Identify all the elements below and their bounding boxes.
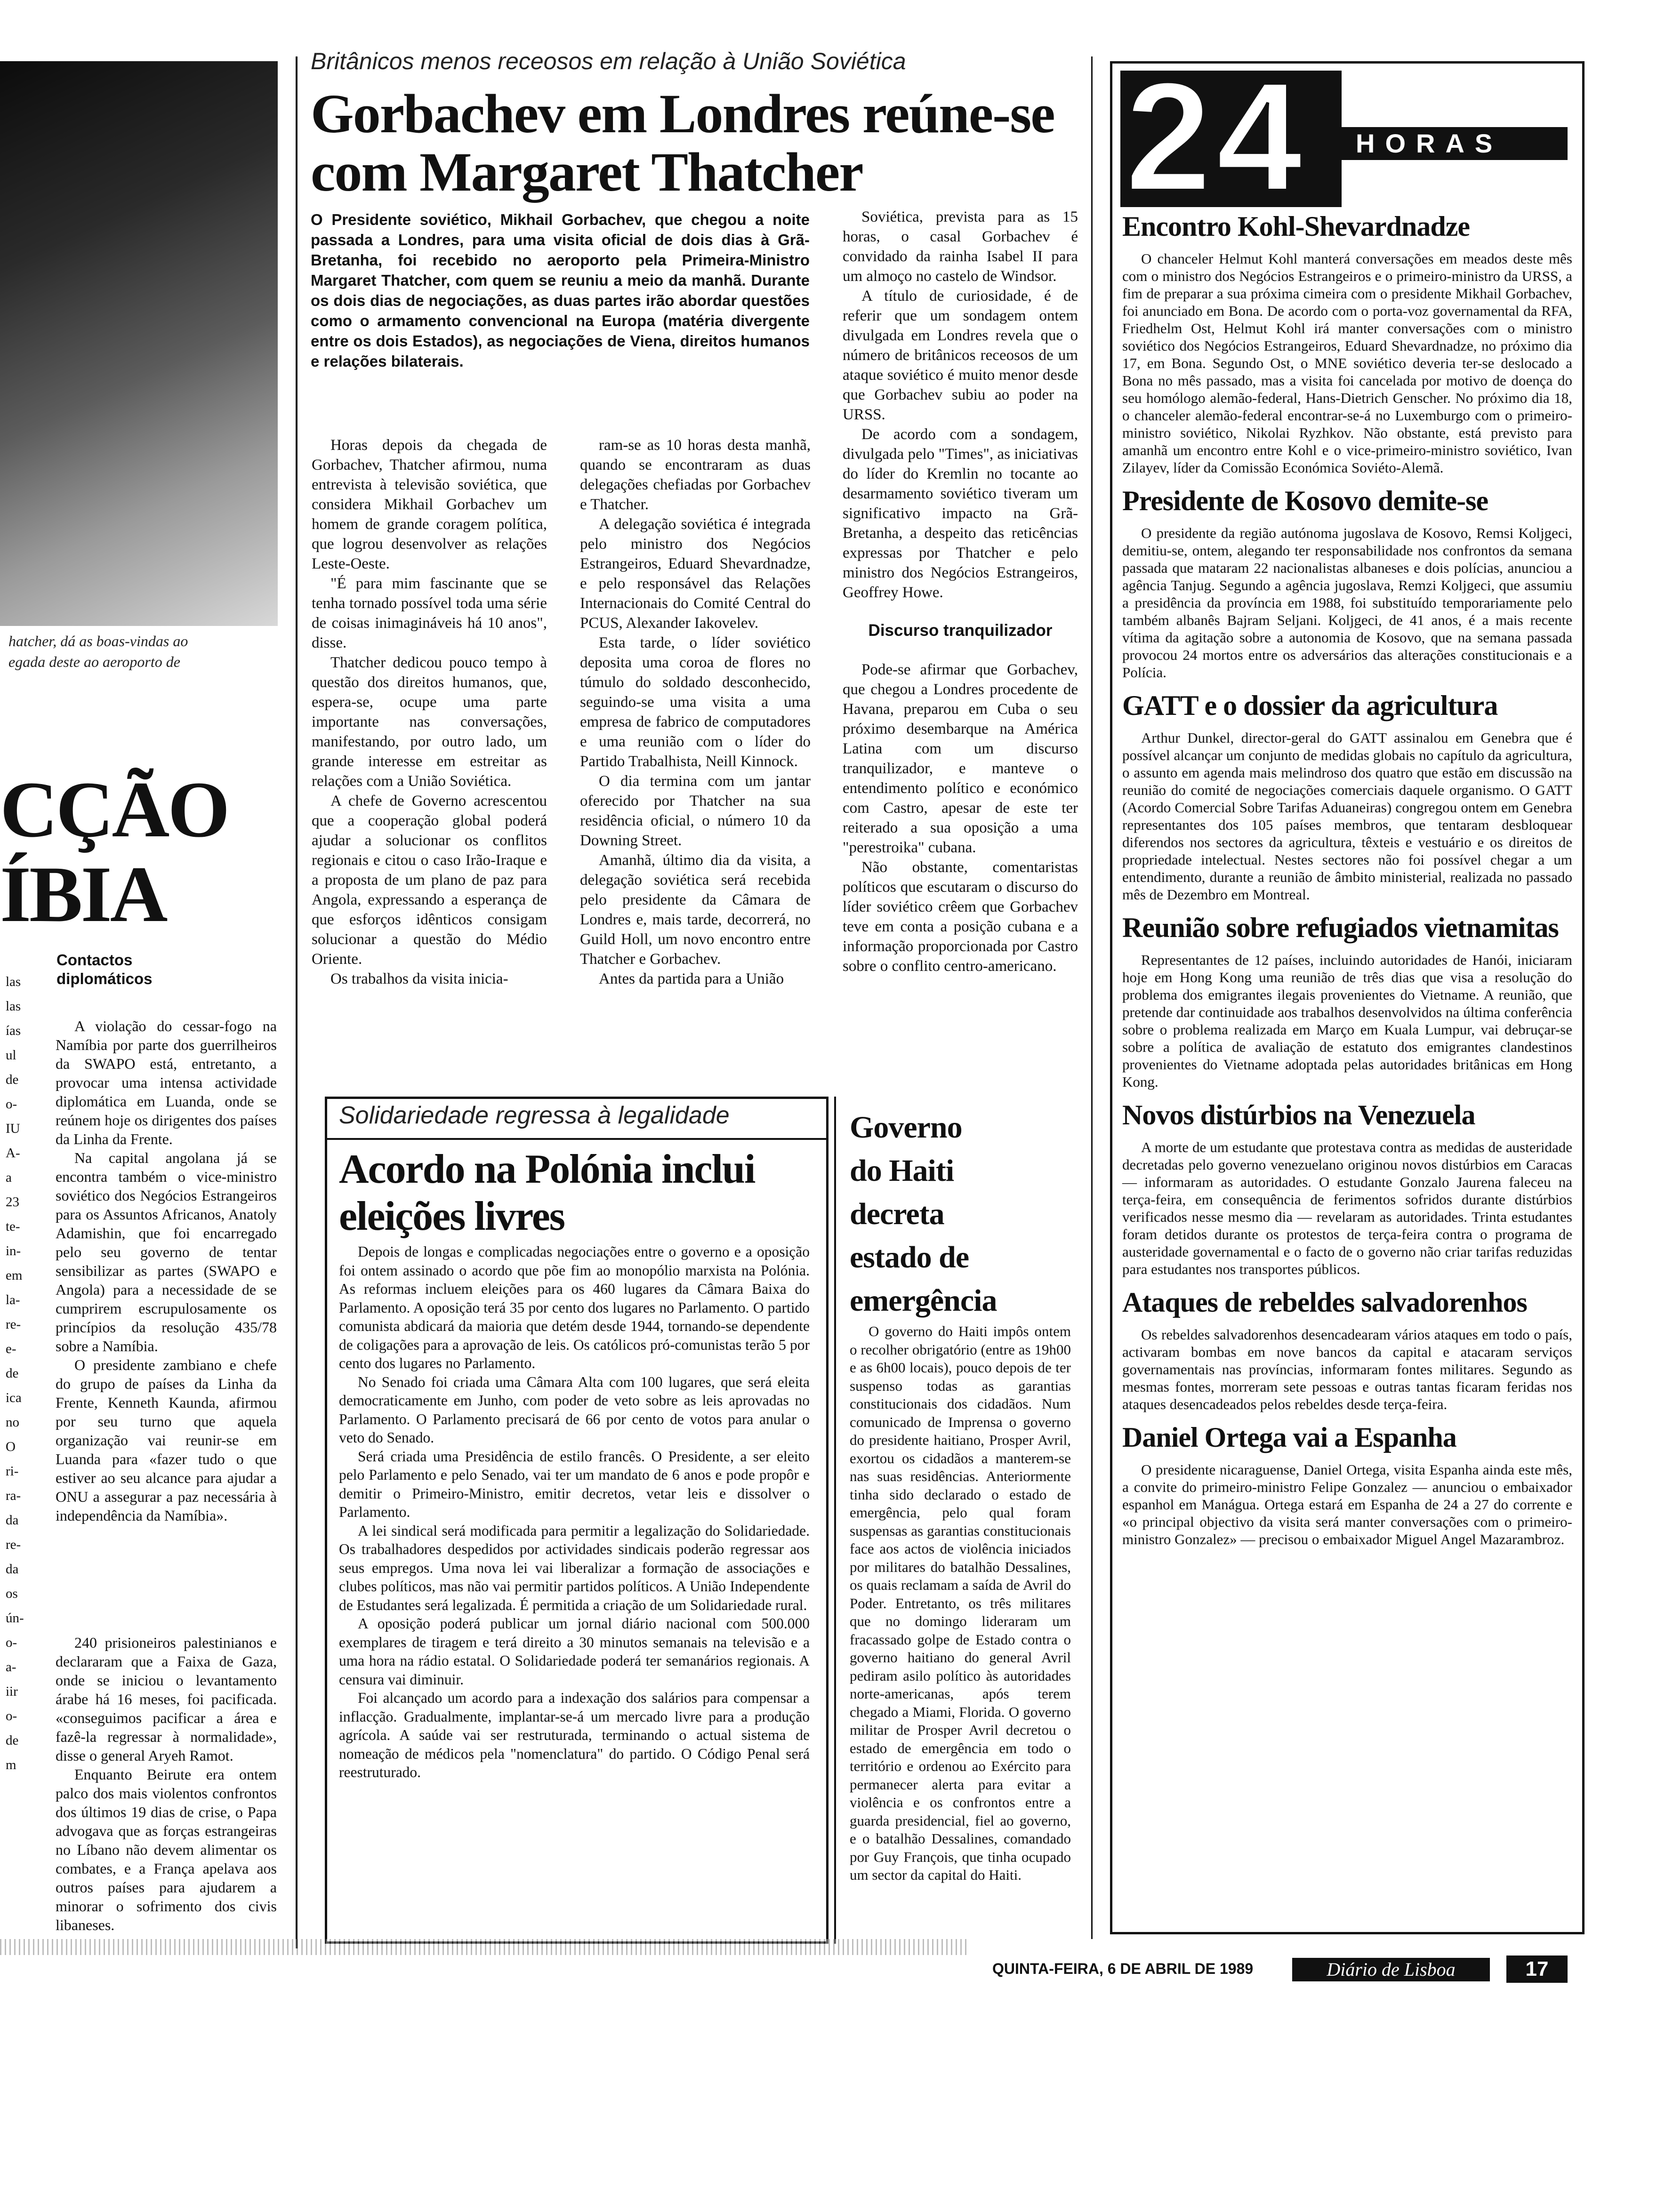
column-rule-left (296, 56, 298, 1948)
polonia-paragraph: A lei sindical será modificada para permitir a legalização do Solidariedade. Os trabalhadores despedidos por actividades sindicais poderão regressar aos seus empregos. Uma nova lei vai liberalizar a formação de associações e clubes políticos, mas não vai permitir partidos políticos. A União Independente de Estudantes será legalizada. É permitida a criação de um Solidariedade rural. (339, 1522, 810, 1613)
polonia-paragraphs (339, 1242, 810, 1782)
edge-word: ún- (6, 1611, 24, 1626)
gorbachev-paragraph: Os trabalhos da visita inicia- (330, 970, 508, 987)
edge-word: e- (6, 1341, 16, 1356)
middle-east-paragraph: Enquanto Beirute era ontem palco dos mais violentos confrontos dos últimos 19 dias de crise, o Papa advogava que as forças estrangeiras no Líbano não devem alimentar os combates, e a França apelava aos outros países para ajudarem a minorar o sofrimento dos civis libaneses. (56, 1766, 277, 1933)
gorbachev-subhead: Discurso tranquilizador (868, 621, 1053, 640)
footer-page-number: 17 (1506, 1956, 1568, 1983)
gorbachev-headline (311, 85, 1111, 201)
horas24-item (1122, 209, 1572, 476)
horas24-item-title: Daniel Ortega vai a Espanha (1122, 1422, 1456, 1453)
gorbachev-paragraph: Horas depois da chegada de Gorbachev, Thatcher afirmou, numa entrevista à televisão soviética, que considera Mikhail Gorbachev um homem de grande coragem política, que logrou desenvolver as relações Leste-Oeste. (312, 437, 547, 572)
namibia-paragraph: O presidente zambiano e chefe do grupo de países da Linha da Frente, Kenneth Kaunda, afirmou por seu turno que aquela organização vai reunir-se em Luanda para «fazer tudo o que estiver ao seu alcance para ajudar a ONU a assegurar a paz necessária à independência da Namíbia». (56, 1356, 277, 1524)
gorbachev-column-3 (843, 207, 1078, 976)
namibia-headline-line2: ÍBIA (0, 850, 166, 938)
edge-word: m (6, 1757, 16, 1772)
namibia-subhead: Contactos diplomáticos (56, 951, 153, 987)
gorbachev-column-1-paragraphs (312, 435, 547, 989)
edge-word: A- (6, 1146, 20, 1161)
edge-word: IU (6, 1121, 20, 1136)
edge-word: da (6, 1562, 19, 1577)
horas24-item-text (1122, 729, 1572, 903)
haiti-headline-line: decreta (850, 1197, 944, 1231)
horas24-item-title: Reunião sobre refugiados vietnamitas (1122, 912, 1559, 943)
gorbachev-column-2 (580, 435, 811, 989)
edge-word: de (6, 1072, 19, 1087)
edge-word: a- (6, 1659, 16, 1675)
gorbachev-column-2-paragraphs (580, 435, 811, 989)
column-rule-haiti-left (834, 1097, 836, 1944)
haiti-column (850, 1322, 1071, 1884)
polonia-paragraph: Depois de longas e complicadas negociações entre o governo e a oposição foi ontem assinado o acordo que põe fim ao monopólio marxista na Polónia. As reformas incluem eleições para os 460 lugares da Câmara Baixa do Parlamento. A oposição terá 35 por cento dos lugares no Parlamento. O partido comunista abdicará da maioria que detém desde 1944, tornando-se dependente de coligações para a aprovação de leis. Os católicos pró-comunistas terão 5 por cento dos lugares no Parlamento. (339, 1243, 810, 1371)
haiti-headline-lines (850, 1106, 1066, 1322)
gorbachev-headline-line2: com Margaret Thatcher (311, 141, 863, 203)
haiti-paragraphs (850, 1322, 1071, 1884)
polonia-kicker: Solidariedade regressa à legalidade (339, 1102, 730, 1129)
gorbachev-paragraph: Pode-se afirmar que Gorbachev, que chegou a Londres procedente de Havana, preparou em Cuba o seu próximo desembarque na América Latina com um discurso tranquilizador, e manteve o entendimento político e económico com Castro, apesar de este ter reiterado a sua oposição a uma "perestroika" cubana. (843, 661, 1078, 856)
edge-word: ul (6, 1048, 16, 1063)
horas24-item-text (1122, 250, 1572, 476)
edge-word: ías (6, 1023, 21, 1038)
horas24-item-paragraph: Os rebeldes salvadorenhos desencadearam vários ataques em todo o país, activaram bombas em nove bancos da capital e atacaram serviços governamentais nas províncias, informaram fontes militares. Segundo as mesmas fontes, morreram sete pessoas e outras tantas ficaram feridas nos ataques desencadeados pelos rebeldes desde terça-feira. (1122, 1326, 1572, 1412)
gorbachev-column-3-paragraphs (843, 207, 1078, 602)
gorbachev-paragraph: Esta tarde, o líder soviético deposita uma coroa de flores no túmulo do soldado desconhecido, seguindo-se uma visita a uma empresa de fabrico de computadores e uma reunião com o líder do Partido Trabalhista, Neill Kinnock. (580, 634, 811, 770)
gorbachev-paragraph: De acordo com a sondagem, divulgada pelo "Times", as iniciativas do líder do Kremlin no tocante ao desarmamento soviético tiveram um significativo impacto na Grã-Bretanha, a despeito das reticências expressas por Thatcher e pelo ministro dos Negócios Estrangeiros, Geoffrey Howe. (843, 426, 1078, 601)
horas24-word: HORAS (1356, 128, 1503, 158)
polonia-headline-line1: Acordo na Polónia inclui (339, 1146, 755, 1192)
gorbachev-paragraph: Amanhã, último dia da visita, a delegação soviética será recebida pelo presidente da Câmara de Londres e, mais tarde, decorrerá, no Guild Holl, um novo encontro entre Thatcher e Gorbachev. (580, 852, 811, 968)
edge-word: os (6, 1586, 18, 1601)
polonia-paragraph: Foi alcançado um acordo para a indexação dos salários para compensar a inflacção. Gradualmente, implantar-se-á um mercado livre para a produção agrícola. A saúde vai ser restruturada, terminando o actual sistema de nomeação de médicos pela "nomenclatura" do partido. O Código Penal será reestruturado. (339, 1690, 810, 1780)
polonia-paragraph: No Senado foi criada uma Câmara Alta com 100 lugares, que será eleita democraticamente em Junho, com poder de veto sobre as leis aprovadas no Parlamento. O Parlamento precisará de 66 por cento de votos para anular o veto do Senado. (339, 1373, 810, 1446)
namibia-paragraph: A violação do cessar-fogo na Namíbia por parte dos guerrilheiros da SWAPO está, entretanto, a provocar uma intensa actividade diplomática em Luanda, onde se reúnem hoje os dirigentes dos países da Linha da Frente. (56, 1018, 277, 1147)
horas24-item (1122, 1285, 1572, 1413)
edge-word: ica (6, 1390, 22, 1405)
edge-word: te- (6, 1219, 20, 1234)
edge-word: ri- (6, 1464, 19, 1479)
gorbachev-paragraph: "É para mim fascinante que se tenha tornado possível toda uma série de coisas inimagináveis há 10 anos", disse. (312, 575, 547, 651)
edge-word: de (6, 1366, 19, 1381)
namibia-column (56, 1017, 277, 1525)
gorbachev-paragraph: ram-se as 10 horas desta manhã, quando se encontraram as duas delegações chefiadas por Gorbachev e Thatcher. (580, 437, 811, 513)
horas24-item-text (1122, 524, 1572, 681)
polonia-paragraph: Será criada uma Presidência de estilo francês. O Presidente, a ser eleito pelo Parlamento e pelo Senado, vai ter um mandato de 6 anos e pode propôr e demitir o Primeiro-Ministro, emitir decretos, vetar leis e dissolver o Parlamento. (339, 1448, 810, 1520)
gorbachev-paragraph: O dia termina com um jantar oferecido por Thatcher na sua residência oficial, o número 10 da Downing Street. (580, 773, 811, 849)
polonia-kicker-rule (327, 1138, 826, 1140)
thatcher-photo (0, 61, 278, 626)
gorbachev-paragraph: Soviética, prevista para as 15 horas, o casal Gorbachev é convidado da rainha Isabel II para um almoço no castelo de Windsor. (843, 208, 1078, 285)
horas24-item-paragraph: O chanceler Helmut Kohl manterá conversações em meados deste mês com o ministro dos Negócios Estrangeiros e o primeiro-ministro da URSS, a fim de preparar a sua próxima cimeira com o presidente Mikhail Gorbachev, foi anunciado em Bona. De acordo com o porta-voz governamental da RFA, Friedhelm Ost, Helmut Kohl irá manter conversações com o ministro soviético dos Negócios Estrangeiros, Eduard Shevardnadze, no próximo dia 17, em Bona. Segundo Ost, o MNE soviético deveria ter-se deslocado a Bona no mês passado, mas a visita foi cancelada por motivo de doença do seu homólogo alemão-federal, Hans-Dietrich Genscher. No próximo dia 18, o chanceler alemão-federal encontrar-se-á no Luxemburgo com o primeiro-ministro soviético, Nikolai Ryzhkov. Não obstante, está previsto para amanhã um encontro entre Kohl e o vice-primeiro-ministro soviético, Ivan Zilayev, líder da Comissão Económica Soviéto-Alemã. (1122, 250, 1572, 476)
horas24-item-paragraph: Arthur Dunkel, director-geral do GATT assinalou em Genebra que é possível alcançar um conjunto de medidas globais no capítulo da agricultura, o assunto em agenda mais melindroso dos quatro que estão em discussão na reunião do comité de negociações comerciais daquele organismo. O GATT (Acordo Comercial Sobre Tarifas Aduaneiras) congregou ontem em Genebra representantes dos 105 países membros, que tentaram desbloquear diferendos nos sectores da agricultura, têxteis e vestuário e os direitos de propriedade intelectual. Nestes sectores não foi possível chegar a um entendimento, durante a reunião de âmbito ministerial, realizada no passado mês de Dezembro em Montreal. (1122, 729, 1572, 903)
middle-east-paragraph: 240 prisioneiros palestinianos e declararam que a Faixa de Gaza, onde se iniciou o levantamento árabe há 16 meses, foi pacificada. «conseguimos pacificar a área e fazê-la regressar à normalidade», disse o general Aryeh Ramot. (56, 1634, 277, 1764)
horas24-item (1122, 911, 1572, 1090)
horas24-item-paragraph: O presidente da região autónoma jugoslava de Kosovo, Remsi Koljgeci, demitiu-se, ontem, alegando ter responsabilidade nos confrontos da semana passada que mataram 22 nacionalistas albaneses e dois polícias, anunciou a agência Tanjug. Segundo a agência jugoslava, Remzi Koljgeci, que assumiu a presidência da província em 1988, foi substituído temporariamente pelo também albanês Bajram Seljani. Koljgeci, de 41 anos, é a mais recente vítima da agitação sobre a autonomia de Kosovo, que na semana passada provocou 24 mortos entre os adversários das alterações constitucionais e a Polícia. (1122, 525, 1572, 681)
gorbachev-lead: O Presidente soviético, Mikhail Gorbachev, que chegou a noite passada a Londres, para uma visita oficial de dois dias à Grã-Bretanha, foi recebido no aeroporto pela Primeira-Ministro Margaret Thatcher, com quem se reuniu a meio da manhã. Durante os dois dias de negociações, as duas partes irão abordar questões como o armamento convencional na Europa (matéria divergente entre os dois Estados), as negociações de Viena, direitos humanos e relações bilaterais. (311, 211, 810, 370)
column-rule-sidebar (1091, 56, 1093, 1939)
edge-word: re- (6, 1317, 21, 1332)
namibia-paragraphs (56, 1017, 277, 1525)
gorbachev-kicker: Britânicos menos receosos em relação à União Soviética (311, 48, 906, 74)
polonia-headline-line2: eleições livres (339, 1194, 565, 1239)
haiti-headline-line: estado de (850, 1240, 969, 1274)
gorbachev-headline-line1: Gorbachev em Londres reúne-se (311, 83, 1054, 144)
footer-masthead: Diário de Lisboa (1292, 1958, 1490, 1981)
horas24-item-title: Encontro Kohl-Shevardnadze (1122, 211, 1470, 242)
edge-word: las (6, 974, 21, 989)
edge-word: da (6, 1513, 19, 1528)
gorbachev-paragraph: A delegação soviética é integrada pelo ministro dos Negócios Estrangeiros, Eduard Shevardnadze, e pelo responsável das Relações Internacionais do Comité Central do PCUS, Alexander Iakovelev. (580, 516, 811, 632)
gorbachev-column-1 (312, 435, 547, 989)
haiti-paragraph: O governo do Haiti impôs ontem o recolher obrigatório (entre as 19h00 e as 6h00 locais), pouco depois de ter suspenso todas as garantias constitucionais dos cidadãos. Num comunicado de Imprensa o governo do presidente haitiano, Prosper Avril, exortou os cidadãos a manterem-se nas suas residências. Anteriormente tinha sido declarado o estado de emergência, pelo qual foram suspensas as garantias constitucionais face aos actos de violência iniciados por militares do batalhão Dessalines, os quais reclamam a saída de Avril do Poder. Entretanto, os três militares que no domingo lideraram um fracassado golpe de Estado contra o governo haitiano do general Avril pediram asilo político às autoridades norte-americanas, após terem chegado a Miami, Florida. O governo militar de Prosper Avril decretou o estado de emergência em todo o território e ordenou ao Exército para permanecer alerta para evitar a violência e os confrontos entre a guarda presidencial, fiel ao governo, e o batalhão Dessalines, comandado por Guy François, que tinha ocupado um sector da capital do Haiti. (850, 1323, 1071, 1883)
edge-word: no (6, 1415, 19, 1430)
middle-east-paragraphs (56, 1633, 277, 1934)
polonia-body (339, 1242, 810, 1782)
horas24-items (1122, 209, 1572, 1555)
edge-word: o- (6, 1635, 17, 1650)
edge-word: iir (6, 1684, 18, 1699)
gorbachev-paragraph: Não obstante, comentaristas políticos que escutaram o discurso do líder soviético crêem que Gorbachev teve em conta a posição cubana e a informação proporcionada por Castro sobre o conflito centro-americano. (843, 859, 1078, 975)
polonia-paragraph: A oposição poderá publicar um jornal diário nacional com 500.000 exemplares de tiragem e terá direito a 30 minutos semanais na televisão e a uma hora na rádio estatal. O Solidariedade poderá ter semanários regionais. A censura vai diminuir. (339, 1615, 810, 1688)
namibia-headline-line1: CÇÃO (0, 765, 228, 854)
edge-word: re- (6, 1537, 21, 1552)
haiti-headline (850, 1106, 1066, 1322)
horas24-item-text (1122, 1326, 1572, 1413)
namibia-paragraph: Na capital angolana já se encontra também o vice-ministro soviético dos Negócios Estrangeiros para os Assuntos Africanos, Anatoly Adamishin, que foi encarregado pelo seu governo de tentar sensibilizar as partes (SWAPO e Angola) para a necessidade de se cumprirem escrupulosamente os princípios da resolução 435/78 sobre a Namíbia. (56, 1149, 277, 1354)
horas24-item-text (1122, 1461, 1572, 1548)
photo-caption-line1: hatcher, dá as boas-vindas ao (8, 633, 188, 649)
horas24-item-paragraph: O presidente nicaraguense, Daniel Ortega, visita Espanha ainda este mês, a convite do primeiro-ministro Felipe Gonzalez — anunciou o embaixador espanhol em Manágua. Ortega estará em Espanha de 24 a 27 do corrente e «o principal objectivo da visita será manter conversações com o primeiro-ministro Gonzalez» — precisou o embaixador Miguel Angel Mazarambroz. (1122, 1461, 1572, 1547)
photo-caption-line2: egada deste ao aeroporto de (8, 653, 180, 670)
footer-noise (0, 1939, 970, 1955)
horas24-item-text (1122, 951, 1572, 1090)
edge-word: la- (6, 1292, 20, 1307)
polonia-headline (339, 1146, 819, 1240)
edge-word: o- (6, 1708, 17, 1723)
edge-word: in- (6, 1243, 21, 1258)
horas24-item-title: Ataques de rebeldes salvadorenhos (1122, 1287, 1527, 1318)
haiti-headline-line: do Haiti (850, 1154, 954, 1188)
gorbachev-paragraph: A chefe de Governo acrescentou que a cooperação global poderá ajudar a solucionar os conflitos regionais e citou o caso Irão-Iraque e a proposta de um plano de paz para Angola, expressando a esperança de que esforços idênticos consigam solucionar a questão do Médio Oriente. (312, 793, 547, 968)
haiti-headline-line: Governo (850, 1110, 962, 1145)
footer-date: QUINTA-FEIRA, 6 DE ABRIL DE 1989 (992, 1960, 1254, 1977)
horas24-item-text (1122, 1138, 1572, 1278)
gorbachev-paragraph: Thatcher dedicou pouco tempo à questão dos direitos humanos, que, espera-se, ocupe uma parte importante nas conversações, manifestando, por outro lado, um grande interesse em estreitar as relações com a União Soviética. (312, 654, 547, 790)
horas24-item (1122, 1098, 1572, 1278)
horas24-item-list (1122, 209, 1572, 1548)
horas24-item (1122, 689, 1572, 903)
namibia-edge-words (6, 970, 34, 1777)
edge-word: em (6, 1268, 23, 1283)
namibia-headline-fragment (0, 767, 282, 937)
edge-word: 23 (6, 1194, 19, 1210)
edge-word: O (6, 1439, 16, 1454)
edge-word: a (6, 1170, 12, 1185)
horas24-item-title: Novos distúrbios na Venezuela (1122, 1099, 1475, 1130)
gorbachev-paragraph: A título de curiosidade, é de referir que um sondagem ontem divulgada em Londres revela que o número de britânicos receosos de um ataque soviético é muito menor desde que Gorbachev subiu ao poder na URSS. (843, 288, 1078, 423)
edge-word: o- (6, 1097, 17, 1112)
haiti-headline-line: emergência (850, 1283, 997, 1318)
horas24-item (1122, 484, 1572, 681)
horas24-item-title: Presidente de Kosovo demite-se (1122, 485, 1488, 516)
middle-east-column (56, 1633, 277, 1934)
horas24-item-title: GATT e o dossier da agricultura (1122, 690, 1498, 721)
horas24-item-paragraph: Representantes de 12 países, incluindo autoridades de Hanói, iniciaram hoje em Hong Kong uma reunião de três dias que visa a resolução do problema dos emigrantes ilegais provenientes do Vietname. A reunião, que pretende dar continuidade aos trabalhos desenvolvidos na última conferência sobre o problema realizada em Março em Kuala Lumpur, vai debruçar-se sobre a política de avaliação de estatuto dos emigrantes clandestinos provenientes do Vietname adoptada pelas autoridades britânicas em Hong Kong. (1122, 952, 1572, 1090)
gorbachev-paragraph: Antes da partida para a União (599, 970, 784, 987)
gorbachev-column-3b-paragraphs (843, 660, 1078, 976)
namibia-edge-column (6, 970, 34, 1939)
horas24-digits: 24 (1125, 49, 1308, 223)
horas24-item-paragraph: A morte de um estudante que protestava contra as medidas de austeridade decretadas pelo governo venezuelano originou novos distúrbios em Caracas — informaram as autoridades. O estudante Gonzalo Jaurena faleceu na terça-feira, em consequência de ferimentos sofridos durante distúrbios verificados nesse mesmo dia — revelaram as autoridades. Trinta estudantes foram detidos durante os protestos de terça-feira contra o programa de austeridade governamental e o facto de o governo não criar tarifas reduzidas para estudantes nos transportes públicos. (1122, 1139, 1572, 1277)
edge-word: ra- (6, 1488, 21, 1503)
edge-word: de (6, 1733, 19, 1748)
horas24-item (1122, 1420, 1572, 1548)
horas24-logo (1120, 49, 1572, 223)
photo-caption (8, 631, 272, 672)
edge-word: las (6, 999, 21, 1014)
